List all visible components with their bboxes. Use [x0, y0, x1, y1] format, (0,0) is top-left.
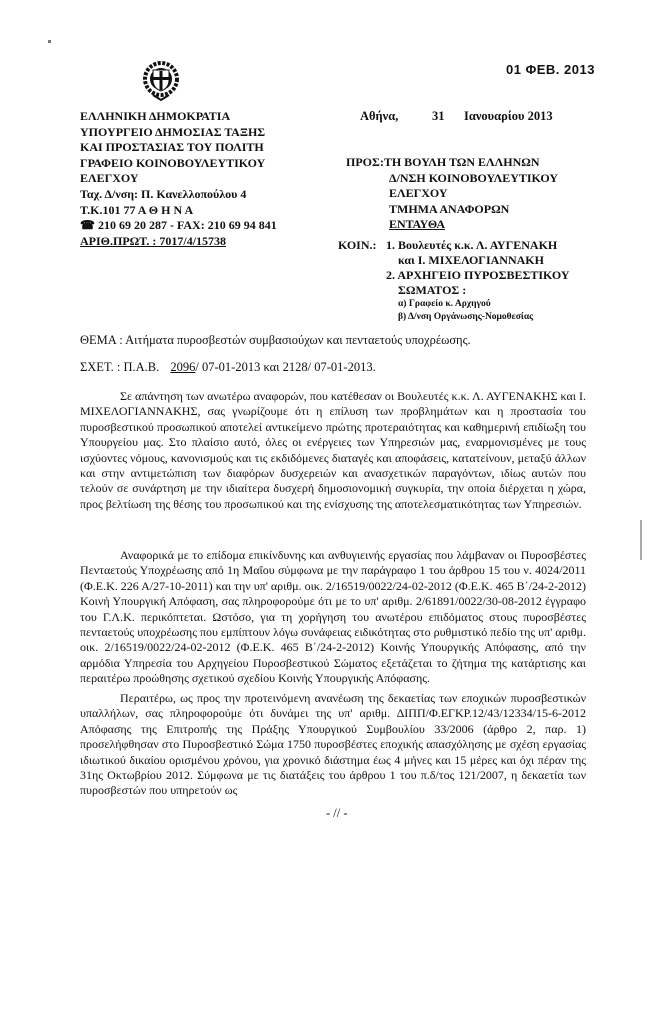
recipient-line: ΤΜΗΜΑ ΑΝΑΦΟΡΩΝ	[389, 201, 510, 216]
cc-block	[338, 238, 570, 324]
sender-address: Ταχ. Δ/νση: Π. Κανελλοπούλου 4	[80, 186, 247, 201]
sender-line: ΓΡΑΦΕΙΟ ΚΟΙΝΟΒΟΥΛΕΥΤΙΚΟΥ	[80, 155, 266, 170]
subject-line	[80, 333, 471, 348]
body-paragraph: Περαιτέρω, ως προς την προτεινόμενη ανανέωση της δεκαετίας των εποχικών πυροσβεστικών υπαλλήλων, σας πληροφορούμε ότι δυνάμει της υπ' αριθμ. ΔΙΠΠ/Φ.ΕΓΚΡ.12/43/12334/15-6-2012 Απόφασης της Επιτροπής της Πράξης Υπουργικού Συμβουλίου 33/2006 (άρθρο 2, παρ. 1) προσελήφθησαν στο Πυροσβεστικό Σώμα 1750 πυροσβέστες εποχικής απασχόλησης με σχέση εργασίας ιδιωτικού δικαίου ορισμένου χρόνου, για χρονικό διάστημα έως 4 μήνες και 15 μέρες και όχι πέραν της 31ης Οκτωβρίου 2012. Σύμφωνα με τις διατάξεις του άρθρου 1 του π.δ/τος 121/2007, η δεκαετία των πυροσβεστών που υπηρετούν ως	[80, 691, 586, 798]
cc-item: ΣΩΜΑΤΟΣ :	[398, 283, 467, 297]
cc-subitem: α) Γραφείο κ. Αρχηγού	[398, 299, 491, 309]
recipient-line: ΕΝΤΑΥΘΑ	[389, 217, 445, 231]
cc-item: και Ι. ΜΙΧΕΛΟΓΙΑΝΝΑΚΗ	[398, 253, 544, 267]
page-number: - // -	[326, 806, 348, 820]
reference-label: ΣΧΕΤ. : Π.Α.Β.	[80, 360, 160, 374]
date-day: 31	[432, 109, 445, 123]
cc-subitem: β) Δ/νση Οργάνωσης-Νομοθεσίας	[398, 312, 534, 322]
cc-item: 1. Βουλευτές κ.κ. Λ. ΑΥΓΕΝΑΚΗ	[386, 238, 558, 252]
date-city: Αθήνα,	[360, 109, 399, 123]
sender-line: ΕΛΕΓΧΟΥ	[80, 171, 139, 186]
document-date	[360, 109, 553, 124]
greek-coat-of-arms-icon	[143, 60, 179, 102]
sender-postcode: Τ.Κ.101 77 Α Θ Η Ν Α	[80, 202, 194, 217]
sender-block	[80, 109, 277, 249]
cc-line	[338, 238, 570, 253]
recipient-line: Δ/ΝΣΗ ΚΟΙΝΟΒΟΥΛΕΥΤΙΚΟΥ	[389, 170, 559, 185]
recipient-label: ΠΡΟΣ:	[346, 155, 384, 169]
cc-label: ΚΟΙΝ.:	[338, 238, 377, 252]
body-paragraph: Σε απάντηση των ανωτέρω αναφορών, που κατέθεσαν οι Βουλευτές κ.κ. Λ. ΑΥΓΕΝΑΚΗΣ και Ι. ΜΙΧΕΛΟΓΙΑΝΝΑΚΗΣ, σας γνωρίζουμε ότι η επίλυση των προβλημάτων και η προστασία του πυροσβεστικού προσωπικού αποτελεί αντικείμενο πρώτης προτεραιότητας και καθημερινή επιδίωξη του Υπουργείου μας. Στο πλαίσιο αυτό, όλες οι ενέργειες των Υπηρεσιών μας, εναρμονισμένες με τους ισχύοντες νόμους, κανονισμούς και τις εκδιδόμενες διαταγές και αποφάσεις, κατατείνουν, μεταξύ άλλων και στην αντιμετώπιση των διαφόρων δυσχερειών και ανασχετικών παραγόντων, ιδίως αυτών που τελούν σε συνάρτηση με την ιδιαίτερα δυσχερή δημοσιονομική συγκυρία, την οποία διέρχεται η χώρα, προς βελτίωση της θέσης του προσωπικού και της ενίσχυσης της αποτελεσματικότητας των Υπηρεσιών.	[80, 389, 586, 511]
protocol-number: ΑΡΙΘ.ΠΡΩΤ. : 7017/4/15738	[80, 233, 227, 248]
sender-phone: 210 69 20 287 - FAX: 210 69 94 841	[97, 218, 277, 233]
sender-line: ΚΑΙ ΠΡΟΣΤΑΣΙΑΣ ΤΟΥ ΠΟΛΙΤΗ	[80, 140, 264, 155]
sender-phone-row	[80, 218, 277, 234]
date-month-year: Ιανουαρίου 2013	[464, 109, 553, 123]
reference-number: 2096	[170, 360, 196, 374]
scan-mark	[640, 520, 642, 560]
scan-mark	[48, 40, 51, 43]
recipient-line	[346, 155, 558, 171]
received-date-stamp: 01 ΦΕΒ. 2013	[506, 62, 595, 77]
subject-text: Αιτήματα πυροσβεστών συμβασιούχων και πενταετούς υποχρέωσης.	[125, 333, 471, 347]
subject-label: ΘΕΜΑ :	[80, 333, 123, 347]
body-paragraph: Αναφορικά με το επίδομα επικίνδυνης και ανθυγιεινής εργασίας που λάμβαναν οι Πυροσβέστες Πενταετούς Υποχρέωσης από 1η Μαΐου σύμφωνα με την παράγραφο 1 του άρθρου 15 του ν. 4024/2011 (Φ.Ε.Κ. 226 Α/27-10-2011) και την υπ' αριθμ. οικ. 2/16519/0022/24-02-2012 (Φ.Ε.Κ. 465 Β΄/24-2-2012) Κοινή Υπουργική Απόφαση, σας πληροφορούμε ότι με το υπ' αριθμ. 2/61891/0022/30-08-2012 έγγραφο του Γ.Λ.Κ. περικόπτεται. Ωστόσο, για τη χορήγηση του ανωτέρου επιδόματος στους πυροσβέστες πενταετούς υποχρέωσης που εμπίπτουν λόγω συνάφειας ειδικότητας στο ρυθμιστικό πεδίο της υπ' αριθμ. οικ. 2/16519/0022/24-02-2012 (Φ.Ε.Κ. 465 Β΄/24-2-2012) Κοινής Υπουργικής Απόφασης, από την αρμόδια Υπηρεσία του Αρχηγείου Πυροσβεστικού Σώματος εξετάζεται το ζήτημα της κατάρτισης και περαιτέρω προώθησης σχετικού σχεδίου Κοινής Υπουργικής Απόφασης.	[80, 548, 586, 686]
recipient-name: ΤΗ ΒΟΥΛΗ ΤΩΝ ΕΛΛΗΝΩΝ	[383, 155, 540, 169]
reference-line	[80, 360, 376, 375]
reference-rest: / 07-01-2013 και 2128/ 07-01-2013.	[195, 360, 376, 374]
sender-line: ΥΠΟΥΡΓΕΙΟ ΔΗΜΟΣΙΑΣ ΤΑΞΗΣ	[80, 124, 266, 139]
telephone-icon: ☎	[80, 218, 95, 233]
recipient-block	[346, 155, 558, 233]
sender-line: ΕΛΛΗΝΙΚΗ ΔΗΜΟΚΡΑΤΙΑ	[80, 109, 231, 123]
recipient-line: ΕΛΕΓΧΟΥ	[389, 186, 448, 200]
cc-item: 2. ΑΡΧΗΓΕΙΟ ΠΥΡΟΣΒΕΣΤΙΚΟΥ	[386, 268, 570, 282]
